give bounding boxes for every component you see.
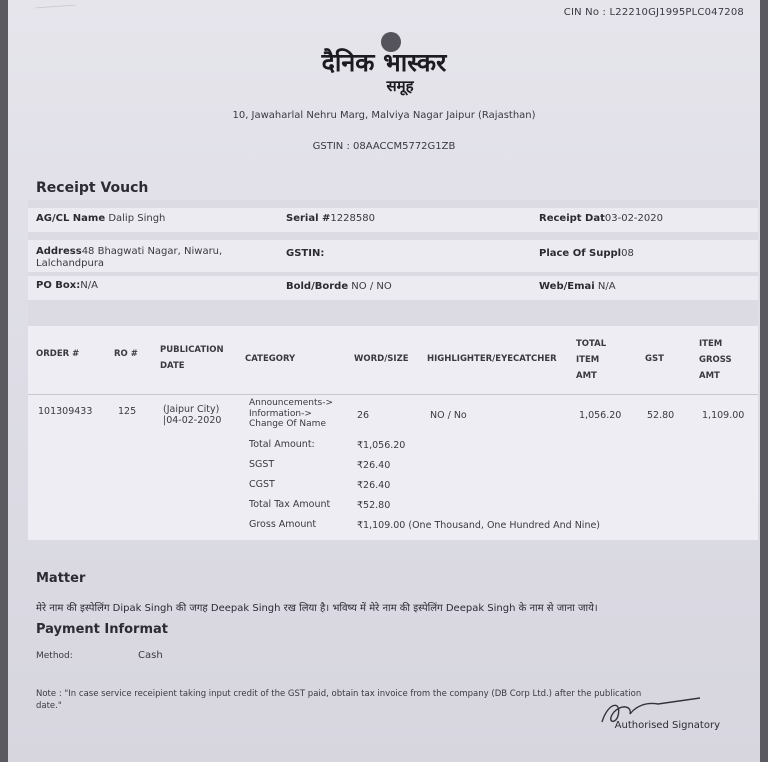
web-email-label: Web/Emai — [539, 281, 595, 292]
gst-note-line2: date." — [36, 701, 62, 711]
po-box-label: PO Box: — [36, 280, 81, 291]
col-header-highlighter: HIGHLIGHTER/EYECATCHER — [427, 354, 557, 364]
cell-publication-line1: (Jaipur City) — [163, 404, 220, 415]
address-field — [36, 246, 222, 270]
cell-total-item-amt: 1,056.20 — [579, 410, 622, 421]
col-header-gross-line3: AMT — [699, 371, 720, 381]
payment-method-value: Cash — [138, 650, 163, 661]
col-header-item-gross-amt — [699, 336, 732, 384]
agcl-field — [36, 213, 165, 224]
brand-logo-group: समूह — [386, 77, 414, 95]
payment-method-label: Method: — [36, 651, 73, 661]
payment-heading: Payment Informat — [36, 622, 169, 637]
info-row-3 — [28, 276, 758, 300]
agcl-value: Dalip Singh — [108, 213, 166, 224]
summary-cgst-value: ₹26.40 — [357, 480, 391, 491]
receipt-date-field — [539, 213, 663, 224]
web-email-value: N/A — [597, 281, 616, 292]
authorised-signatory: Authorised Signatory — [614, 720, 720, 731]
summary-sgst-value: ₹26.40 — [357, 460, 391, 471]
company-gstin: GSTIN : 08AACCM5772G1ZB — [312, 141, 456, 152]
cell-word-size: 26 — [357, 410, 370, 421]
address-label: Address — [36, 246, 82, 257]
table-header-rule — [28, 394, 758, 395]
col-header-gross-line1: ITEM — [699, 339, 723, 349]
brand-logo-name: दैनिक भास्कर — [321, 48, 447, 77]
band-divider — [28, 200, 758, 208]
cell-category-line1: Announcements-> — [249, 398, 333, 408]
receipt-sheet — [8, 0, 760, 762]
summary-total-amount-value: ₹1,056.20 — [357, 440, 406, 451]
cell-publication — [163, 404, 221, 426]
bold-border-field — [286, 281, 392, 292]
address-value-line1: 48 Bhagwati Nagar, Niwaru, — [81, 246, 223, 257]
cell-highlighter: NO / No — [430, 410, 467, 421]
cell-order: 101309433 — [38, 406, 93, 417]
band-divider — [28, 232, 758, 240]
gstin-label: GSTIN: — [286, 248, 325, 259]
receipt-date-label: Receipt Dat — [539, 213, 605, 224]
summary-total-amount-label: Total Amount: — [249, 439, 315, 450]
col-header-gst: GST — [645, 354, 664, 364]
bold-border-label: Bold/Borde — [286, 281, 349, 292]
serial-label: Serial # — [286, 213, 331, 224]
summary-total-tax-label: Total Tax Amount — [249, 499, 331, 510]
cell-gst: 52.80 — [647, 410, 675, 421]
cell-item-gross-amt: 1,109.00 — [702, 410, 745, 421]
agcl-label: AG/CL Name — [36, 213, 106, 224]
cell-publication-line2: |04-02-2020 — [163, 415, 222, 426]
summary-total-tax-value: ₹52.80 — [357, 500, 391, 511]
web-email-field — [539, 281, 616, 292]
summary-gross-amount-label: Gross Amount — [249, 519, 317, 530]
gstin-field — [286, 248, 324, 259]
serial-value: 1228580 — [330, 213, 375, 224]
col-header-gross-line2: GROSS — [699, 355, 732, 365]
place-of-supply-value: 08 — [621, 248, 634, 259]
company-address: 10, Jawaharlal Nehru Marg, Malviya Nagar Jaipur (Rajasthan) — [232, 110, 536, 121]
cin-number: CIN No : L22210GJ1995PLC047208 — [563, 7, 744, 18]
receipt-title: Receipt Vouch — [36, 180, 149, 196]
summary-sgst-label: SGST — [249, 459, 275, 470]
col-header-order: ORDER # — [36, 349, 80, 359]
col-header-total-line2: ITEM — [576, 355, 600, 365]
col-header-total-line1: TOTAL — [576, 339, 607, 349]
po-box-field — [36, 280, 98, 291]
place-of-supply-label: Place Of Suppl — [539, 248, 622, 259]
col-header-total-item-amt — [576, 336, 606, 384]
matter-text: मेरे नाम की इस्पेलिंग Dipak Singh की जगह Deepak Singh रख लिया है। भविष्य में मेरे नाम की इस्पेलिंग Deepak Singh के नाम से जाना जाये। — [36, 603, 598, 614]
summary-cgst-label: CGST — [249, 479, 275, 490]
col-header-publication-line2: DATE — [160, 361, 185, 371]
col-header-category: CATEGORY — [245, 354, 296, 364]
po-box-value: N/A — [80, 280, 98, 291]
cell-ro: 125 — [118, 406, 137, 417]
cell-category-line3: Change Of Name — [249, 419, 326, 429]
matter-heading: Matter — [36, 571, 86, 586]
receipt-date-value: 03-02-2020 — [604, 213, 663, 224]
place-of-supply-field — [539, 248, 634, 259]
serial-field — [286, 213, 375, 224]
band-divider — [28, 300, 758, 326]
cell-category-line2: Information-> — [249, 408, 312, 419]
cell-category — [249, 398, 333, 430]
bold-border-value: NO / NO — [351, 281, 392, 292]
col-header-ro: RO # — [114, 349, 138, 359]
col-header-total-line3: AMT — [576, 371, 597, 381]
address-value-line2: Lalchandpura — [36, 258, 105, 269]
col-header-word-size: WORD/SIZE — [354, 354, 409, 364]
col-header-publication-line1: PUBLICATION — [160, 345, 224, 355]
col-header-publication — [160, 342, 224, 374]
summary-gross-amount-value: ₹1,109.00 (One Thousand, One Hundred And Nine) — [357, 520, 601, 531]
gst-note-line1: Note : "In case service receipient taking input credit of the GST paid, obtain tax invoice from the company (DB Corp Ltd.) after the publication — [36, 689, 642, 699]
paper-corner-mark — [35, 5, 76, 26]
